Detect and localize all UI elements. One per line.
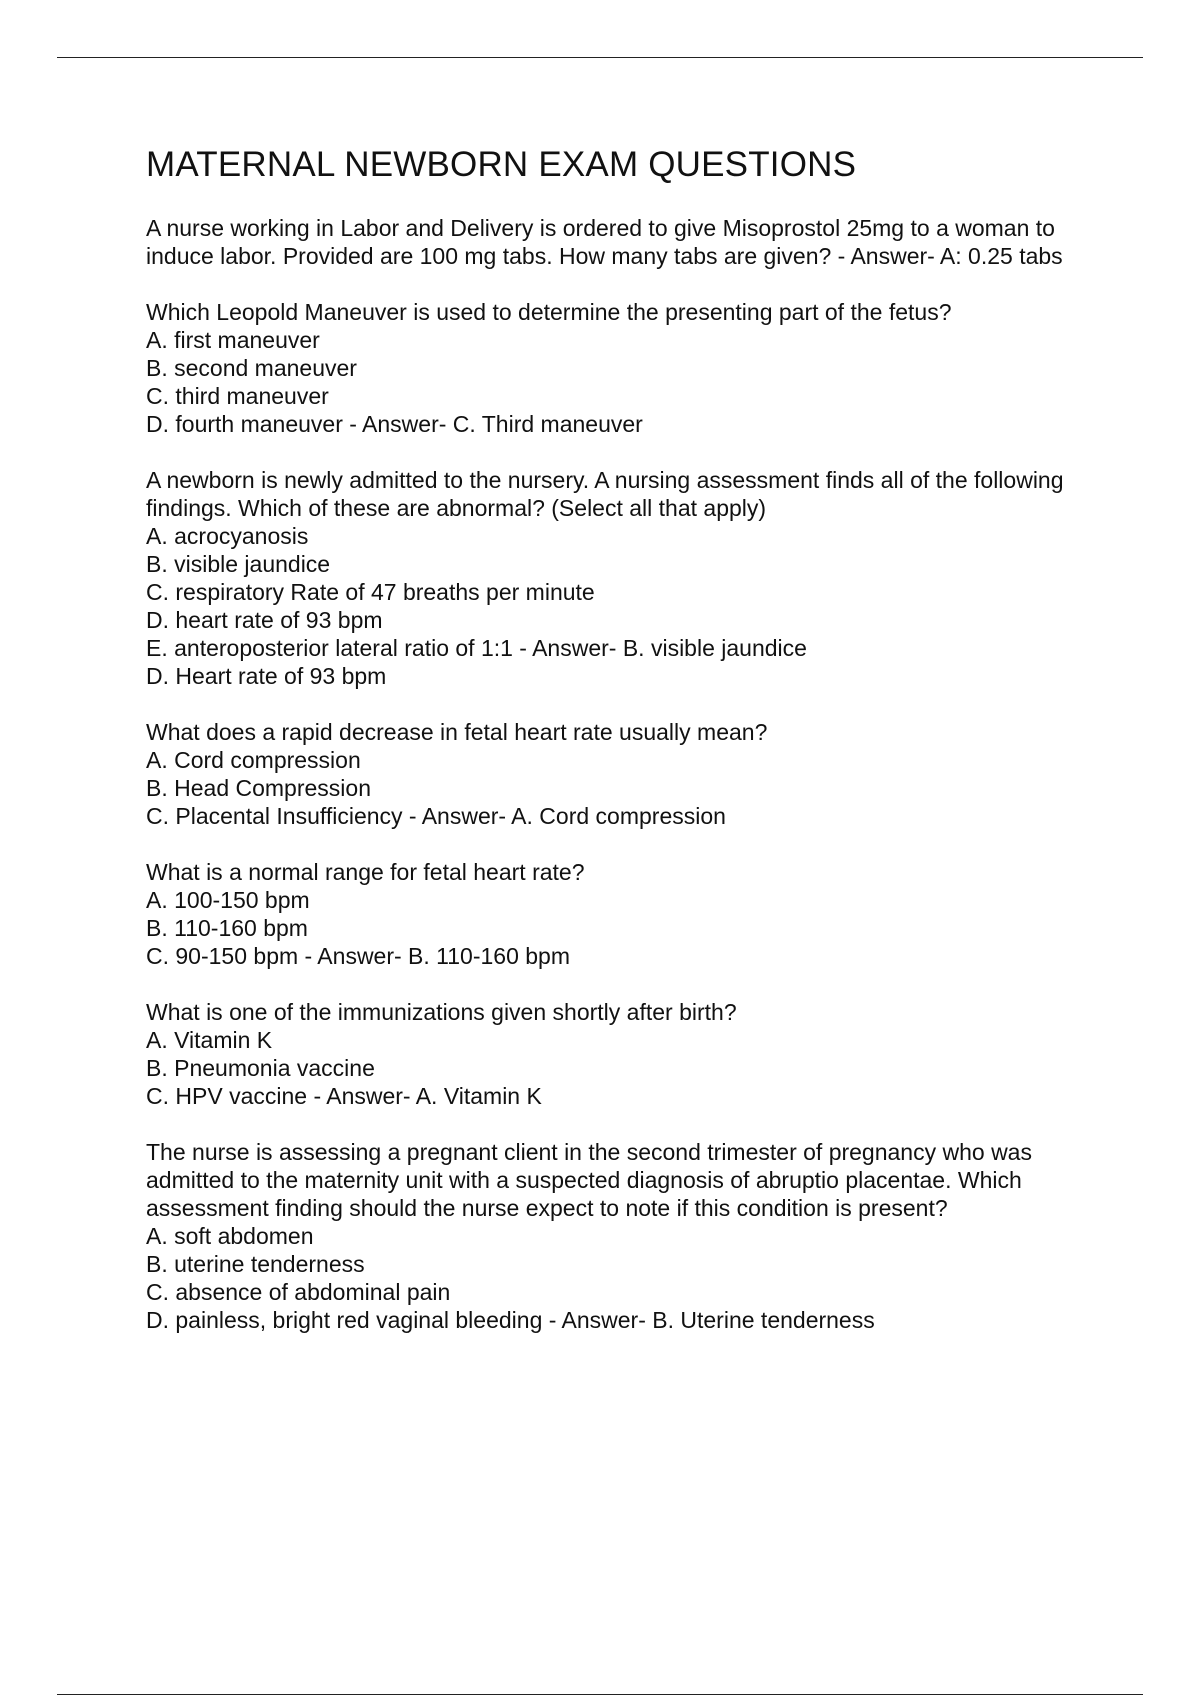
question-block (146, 298, 1096, 438)
answer-option: B. Head Compression (146, 775, 371, 801)
question-text: The nurse is assessing a pregnant client in the second trimester of pregnancy who was admitted to the maternity unit with a suspected diagnosis of abruptio placentae. Which assessment finding should the nurse expect to note if this condition is present? (146, 1139, 1032, 1221)
question-text: A newborn is newly admitted to the nursery. A nursing assessment finds all of the following findings. Which of these are abnormal? (Select all that apply) (146, 467, 1064, 521)
answer-option: A. Vitamin K (146, 1027, 273, 1053)
answer-option: D. painless, bright red vaginal bleeding - Answer- B. Uterine tenderness (146, 1307, 875, 1333)
answer-option: C. 90-150 bpm - Answer- B. 110-160 bpm (146, 943, 571, 969)
question-text: What is a normal range for fetal heart rate? (146, 859, 585, 885)
answer-option: D. fourth maneuver - Answer- C. Third maneuver (146, 411, 643, 437)
answer-option: C. third maneuver (146, 383, 329, 409)
answer-option: C. respiratory Rate of 47 breaths per minute (146, 579, 595, 605)
answer-option: B. Pneumonia vaccine (146, 1055, 375, 1081)
document-body (146, 140, 1096, 1362)
answer-option: A. Cord compression (146, 747, 361, 773)
answer-option: B. second maneuver (146, 355, 357, 381)
answer-option: C. Placental Insufficiency - Answer- A. Cord compression (146, 803, 726, 829)
page-title: MATERNAL NEWBORN EXAM QUESTIONS (146, 145, 857, 184)
answer-option: B. uterine tenderness (146, 1251, 365, 1277)
answer-option: B. 110-160 bpm (146, 915, 308, 941)
answer-option: A. 100-150 bpm (146, 887, 310, 913)
answer-option: C. absence of abdominal pain (146, 1279, 451, 1305)
answer-option: C. HPV vaccine - Answer- A. Vitamin K (146, 1083, 542, 1109)
question-block (146, 214, 1096, 270)
question-block (146, 998, 1096, 1110)
answer-option: D. Heart rate of 93 bpm (146, 663, 387, 689)
answer-option: D. heart rate of 93 bpm (146, 607, 383, 633)
question-text: What is one of the immunizations given shortly after birth? (146, 999, 737, 1025)
question-block (146, 718, 1096, 830)
question-block (146, 466, 1096, 690)
answer-option: A. soft abdomen (146, 1223, 314, 1249)
answer-option: E. anteroposterior lateral ratio of 1:1 - Answer- B. visible jaundice (146, 635, 807, 661)
question-block (146, 1138, 1096, 1334)
answer-option: A. acrocyanosis (146, 523, 309, 549)
top-rule (57, 57, 1143, 58)
bottom-rule (57, 1694, 1143, 1695)
question-block (146, 858, 1096, 970)
question-text: Which Leopold Maneuver is used to determine the presenting part of the fetus? (146, 299, 952, 325)
question-text: A nurse working in Labor and Delivery is ordered to give Misoprostol 25mg to a woman to induce labor. Provided are 100 mg tabs. How many tabs are given? - Answer- A: 0.25 tabs (146, 215, 1063, 269)
answer-option: B. visible jaundice (146, 551, 331, 577)
answer-option: A. first maneuver (146, 327, 320, 353)
question-text: What does a rapid decrease in fetal heart rate usually mean? (146, 719, 768, 745)
